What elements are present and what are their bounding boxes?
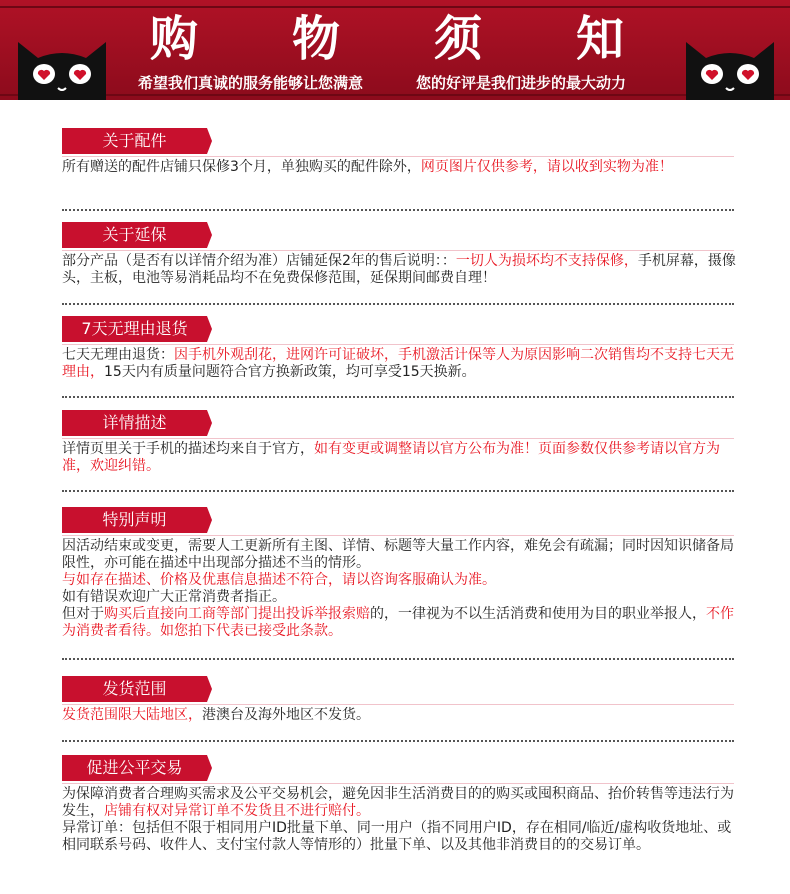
subtitle-left: 希望我们真诚的服务能够让您满意 — [138, 74, 364, 92]
highlight-text: 网页图片仅供参考，请以收到实物为准！ — [420, 159, 673, 175]
label-underline — [62, 344, 734, 345]
highlight-text: 因手机外观刮花，进网许可证破坏，手机激活计保等人为原因影响二次销售均不支持七天无理由， — [62, 347, 734, 380]
section-label: 特别声明 — [62, 507, 207, 533]
section-body — [62, 441, 738, 475]
label-underline — [62, 156, 734, 157]
body-text: 详情页里关于手机的描述均来自于官方， — [62, 441, 314, 457]
highlight-text: 与如存在描述、价格及优惠信息描述不符合，请以咨询客服确认为准。 — [62, 572, 496, 588]
body-text: 港澳台及海外地区不发货。 — [202, 707, 370, 723]
body-text: 因活动结束或变更，需要人工更新所有主图、详情、标题等大量工作内容，难免会有疏漏；同时因知识储备局限性，亦可能在描述中出现部分描述不当的情形。 — [62, 538, 734, 571]
label-underline — [62, 438, 734, 439]
section-label: 7天无理由退货 — [62, 316, 207, 342]
dotted-divider — [62, 303, 734, 305]
subtitle-right: 您的好评是我们进步的最大动力 — [416, 74, 627, 92]
title-char: 物 — [292, 11, 341, 67]
label-underline — [62, 704, 734, 705]
body-text: 如有错误欢迎广大正常消费者指正。 — [62, 589, 286, 605]
highlight-text: 一切人为损坏均不支持保修， — [455, 253, 638, 269]
title-char: 购 — [150, 11, 199, 67]
highlight-text: 如有变更或调整请以官方公布为准！页面参数仅供参考请以官方为准，欢迎纠错。 — [62, 441, 720, 474]
dotted-divider — [62, 396, 734, 398]
dotted-divider — [62, 740, 734, 742]
dotted-divider — [62, 658, 734, 660]
page-title — [150, 10, 650, 68]
section-body — [62, 707, 738, 724]
cat-mascot-left-icon — [14, 28, 110, 100]
section-label: 关于配件 — [62, 128, 207, 154]
label-underline — [62, 535, 734, 536]
body-text: 异常订单：包括但不限于相同用户ID批量下单、同一用户（指不同用户ID，存在相同/临近/虚构收货地址、或相同联系号码、收件人、支付宝付款人等情形的）批量下单、以及其他非消费目的的交易订单。 — [62, 820, 732, 853]
banner-stripe — [0, 94, 790, 96]
body-text: 为保障消费者合理购买需求及公平交易机会，避免因非生活消费目的的购买或囤积商品、抬价转售等违法行为发生， — [62, 786, 734, 819]
highlight-text: 店铺有权对异常订单不发货且不进行赔付。 — [104, 803, 370, 819]
section-body — [62, 253, 738, 287]
dotted-divider — [62, 490, 734, 492]
body-text: 手机屏幕，摄像头，主板，电池等易消耗品均不在免费保修范围，延保期间邮费自理！ — [62, 253, 736, 286]
body-text: 部分产品（是否有以详情介绍为准）店铺延保2年的售后说明：： — [62, 253, 456, 269]
body-text: 15天内有质量问题符合官方换新政策，均可享受15天换新。 — [104, 364, 476, 380]
section-body — [62, 159, 738, 176]
body-text: 的，一律视为不以生活消费和使用为目的职业举报人， — [370, 606, 706, 622]
highlight-text: 不作为消费者看待。如您拍下代表已接受此条款。 — [62, 606, 734, 639]
section-label: 关于延保 — [62, 222, 207, 248]
banner-stripe — [0, 6, 790, 8]
label-underline — [62, 783, 734, 784]
section-label: 促进公平交易 — [62, 755, 207, 781]
body-text: 但对于 — [62, 606, 104, 622]
body-text: 所有赠送的配件店铺只保修3个月，单独购买的配件除外， — [62, 159, 421, 175]
header-banner — [0, 0, 790, 100]
section-body — [62, 347, 738, 381]
highlight-text: 购买后直接向工商等部门提出投诉举报索赔 — [104, 606, 370, 622]
body-text: 七天无理由退货： — [62, 347, 174, 363]
cat-mascot-right-icon — [682, 28, 778, 100]
label-underline — [62, 250, 734, 251]
title-char: 知 — [576, 11, 625, 67]
dotted-divider — [62, 209, 734, 211]
section-body — [62, 786, 738, 854]
section-label: 发货范围 — [62, 676, 207, 702]
section-label: 详情描述 — [62, 410, 207, 436]
section-body — [62, 538, 738, 640]
highlight-text: 发货范围限大陆地区， — [62, 707, 202, 723]
title-char: 须 — [434, 11, 483, 67]
